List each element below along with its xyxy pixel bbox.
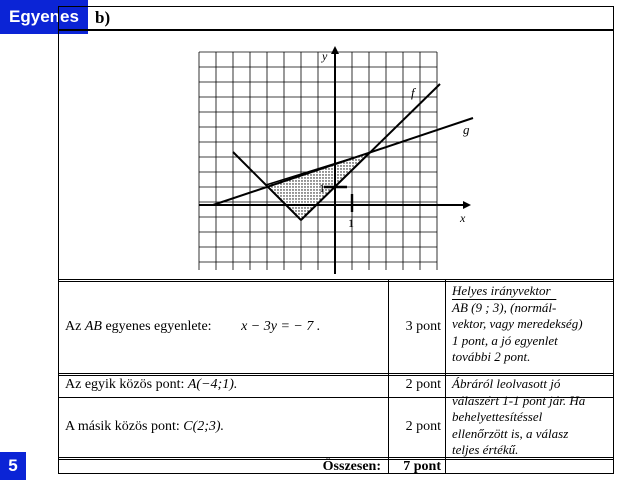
solution-table bbox=[58, 6, 614, 474]
x-axis-arrow bbox=[463, 201, 471, 209]
coordinate-graph bbox=[193, 42, 483, 278]
row-ab-points: 3 pont bbox=[405, 319, 441, 334]
row-point-c-points: 2 pont bbox=[405, 419, 441, 434]
column-divider bbox=[445, 280, 446, 473]
page-number: 5 bbox=[0, 452, 26, 480]
tick-x-label: 1 bbox=[348, 216, 354, 230]
row-point-a-points: 2 pont bbox=[405, 377, 441, 392]
line-f bbox=[301, 84, 440, 220]
line-f-label: f bbox=[411, 85, 415, 100]
x-axis-label: x bbox=[460, 211, 466, 225]
y-axis-arrow bbox=[331, 46, 339, 54]
divider bbox=[59, 279, 613, 282]
line-g-label: g bbox=[463, 122, 470, 137]
table-header bbox=[59, 7, 613, 31]
part-label: b) bbox=[95, 8, 111, 27]
shaded-triangle bbox=[266, 153, 369, 220]
line-g bbox=[213, 118, 473, 205]
row-point-a: Az egyik közös pont: A(−4;1). bbox=[65, 377, 238, 392]
y-axis-label: y bbox=[322, 49, 328, 63]
shared-note: Ábráról leolvasott jó válaszért 1-1 pont jár. Ha behelyettesítéssel ellenőrzött is, a válasz teljes értékű. bbox=[452, 376, 586, 457]
row-ab-equation: Az AB egyenes egyenlete: x − 3y = − 7 . bbox=[65, 319, 321, 334]
tick-y-label: 1 bbox=[319, 181, 325, 195]
grid bbox=[199, 52, 437, 270]
topic-badge: Egyenes bbox=[0, 0, 88, 34]
row-ab-note: Helyes irányvektor AB (9 ; 3), (normál- vektor, vagy meredekség) 1 pont, a jó egyenlet további 2 pont. bbox=[452, 283, 583, 364]
row-point-c: A másik közös pont: C(2;3). bbox=[65, 419, 225, 434]
total-points: 7 pont bbox=[403, 459, 441, 474]
total-label: Összesen: bbox=[322, 459, 381, 474]
